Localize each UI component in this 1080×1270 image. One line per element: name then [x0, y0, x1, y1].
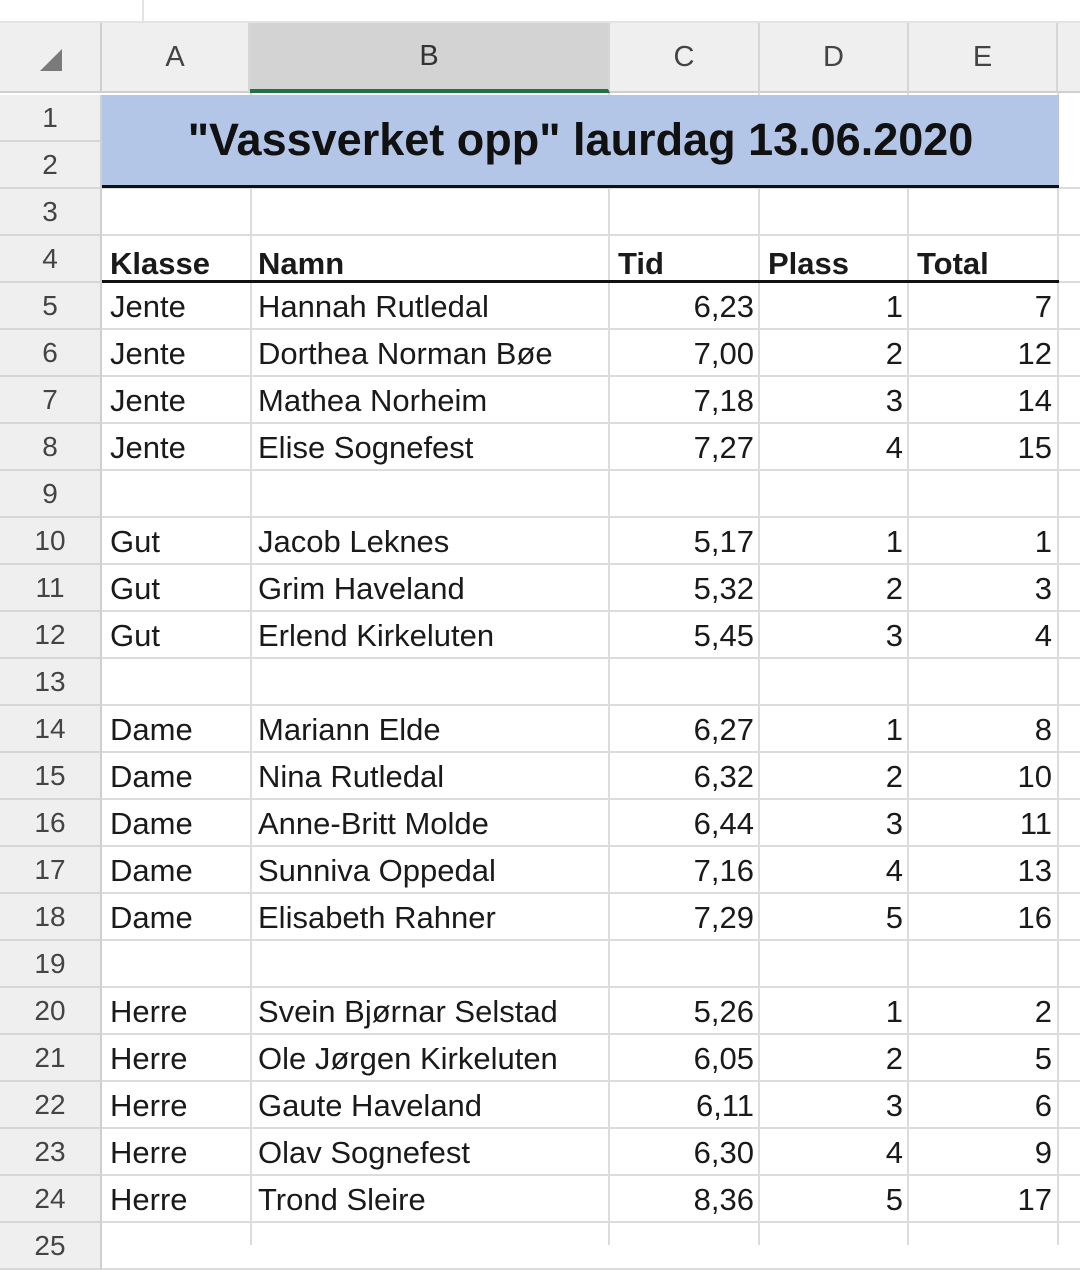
cell-tid[interactable]: 8,36	[693, 1181, 754, 1217]
cell-plass[interactable]: 2	[885, 570, 903, 606]
cell-klasse[interactable]: Dame	[110, 758, 193, 794]
header-plass[interactable]: Plass	[768, 245, 850, 281]
select-all-button[interactable]	[0, 23, 102, 93]
select-all-triangle-icon	[40, 49, 62, 71]
cell-total[interactable]: 15	[1017, 429, 1052, 465]
cell-plass[interactable]: 2	[885, 1040, 903, 1076]
cell-klasse[interactable]: Herre	[110, 1040, 188, 1076]
cell-namn[interactable]: Mariann Elde	[258, 711, 441, 747]
cell-namn[interactable]: Ole Jørgen Kirkeluten	[258, 1040, 558, 1076]
row-header[interactable]: 22	[0, 1082, 102, 1129]
row-header[interactable]: 5	[0, 283, 102, 330]
cell-plass[interactable]: 5	[885, 1181, 903, 1217]
cell-total[interactable]: 13	[1017, 852, 1052, 888]
cell-plass[interactable]: 3	[885, 805, 903, 841]
cell-klasse[interactable]: Dame	[110, 711, 193, 747]
cell-namn[interactable]: Erlend Kirkeluten	[258, 617, 495, 653]
cell-tid[interactable]: 6,27	[693, 711, 754, 747]
cell-namn[interactable]: Svein Bjørnar Selstad	[258, 993, 558, 1029]
row-header[interactable]: 21	[0, 1035, 102, 1082]
cell-klasse[interactable]: Herre	[110, 1087, 188, 1123]
grid-row-line	[102, 234, 1080, 236]
cell-klasse[interactable]: Jente	[110, 335, 186, 371]
cell-tid[interactable]: 6,23	[693, 288, 754, 324]
cell-tid[interactable]: 7,18	[693, 382, 754, 418]
cell-total[interactable]: 14	[1017, 382, 1052, 418]
cell-tid[interactable]: 6,32	[693, 758, 754, 794]
cell-plass[interactable]: 2	[885, 335, 903, 371]
cell-plass[interactable]: 3	[885, 617, 903, 653]
cell-total[interactable]: 12	[1017, 335, 1052, 371]
column-header-f[interactable]	[1058, 23, 1080, 93]
cell-tid[interactable]: 5,17	[693, 523, 754, 559]
cell-namn[interactable]: Elisabeth Rahner	[258, 899, 496, 935]
cell-namn[interactable]: Dorthea Norman Bøe	[258, 335, 553, 371]
row-header[interactable]: 9	[0, 471, 102, 518]
cell-plass[interactable]: 1	[885, 523, 903, 559]
cell-tid[interactable]: 6,30	[693, 1134, 754, 1170]
row-header[interactable]: 13	[0, 659, 102, 706]
cell-total[interactable]: 2	[1034, 993, 1052, 1029]
cell-klasse[interactable]: Gut	[110, 617, 160, 653]
cell-total[interactable]: 5	[1034, 1040, 1052, 1076]
cell-plass[interactable]: 4	[885, 1134, 903, 1170]
row-header[interactable]: 11	[0, 565, 102, 612]
cell-klasse[interactable]: Herre	[110, 1134, 188, 1170]
cell-namn[interactable]: Mathea Norheim	[258, 382, 488, 418]
column-header-b[interactable]: B	[250, 23, 610, 93]
cell-tid[interactable]: 7,16	[693, 852, 754, 888]
cell-tid[interactable]: 6,44	[693, 805, 754, 841]
cell-klasse[interactable]: Dame	[110, 852, 193, 888]
row-header[interactable]: 20	[0, 988, 102, 1035]
cell-klasse[interactable]: Herre	[110, 1181, 188, 1217]
cell-tid[interactable]: 7,27	[693, 429, 754, 465]
cell-klasse[interactable]: Gut	[110, 523, 160, 559]
cell-namn[interactable]: Elise Sognefest	[258, 429, 474, 465]
cell-tid[interactable]: 6,05	[693, 1040, 754, 1076]
column-header-d[interactable]: D	[760, 23, 909, 93]
row-header[interactable]: 18	[0, 894, 102, 941]
cell-namn[interactable]: Gaute Haveland	[258, 1087, 483, 1123]
row-header[interactable]: 15	[0, 753, 102, 800]
cell-plass[interactable]: 1	[885, 711, 903, 747]
cell-klasse[interactable]: Dame	[110, 899, 193, 935]
cell-klasse[interactable]: Jente	[110, 288, 186, 324]
cell-total[interactable]: 1	[1034, 523, 1052, 559]
cell-klasse[interactable]: Gut	[110, 570, 160, 606]
cell-total[interactable]: 9	[1034, 1134, 1052, 1170]
row-header[interactable]: 24	[0, 1176, 102, 1223]
row-header[interactable]: 12	[0, 612, 102, 659]
column-header-c[interactable]: C	[610, 23, 760, 93]
row-header[interactable]: 1	[0, 95, 102, 142]
cell-total[interactable]: 11	[1019, 805, 1052, 841]
cell-total[interactable]: 4	[1034, 617, 1052, 653]
column-header-a[interactable]: A	[102, 23, 250, 93]
row-header[interactable]: 8	[0, 424, 102, 471]
cell-klasse[interactable]: Herre	[110, 993, 188, 1029]
cell-namn[interactable]: Nina Rutledal	[258, 758, 445, 794]
cell-plass[interactable]: 3	[885, 1087, 903, 1123]
cell-total[interactable]: 16	[1017, 899, 1052, 935]
formula-bar-strip	[0, 0, 1080, 23]
cell-klasse[interactable]: Dame	[110, 805, 193, 841]
cell-namn[interactable]: Anne-Britt Molde	[258, 805, 489, 841]
cell-tid[interactable]: 5,26	[693, 993, 754, 1029]
cell-tid[interactable]: 5,32	[693, 570, 754, 606]
row-header[interactable]: 10	[0, 518, 102, 565]
cell-tid[interactable]: 7,29	[693, 899, 754, 935]
cell-total[interactable]: 10	[1017, 758, 1052, 794]
row-header[interactable]: 4	[0, 236, 102, 283]
row-header[interactable]: 25	[0, 1223, 102, 1270]
row-header[interactable]: 16	[0, 800, 102, 847]
cell-plass[interactable]: 2	[885, 758, 903, 794]
column-header-e[interactable]: E	[909, 23, 1058, 93]
cell-klasse[interactable]: Jente	[110, 429, 186, 465]
cell-namn[interactable]: Olav Sognefest	[258, 1134, 470, 1170]
cell-plass[interactable]: 4	[885, 429, 903, 465]
cell-plass[interactable]: 4	[885, 852, 903, 888]
cell-total[interactable]: 8	[1034, 711, 1052, 747]
name-box-divider	[142, 0, 144, 23]
row-header[interactable]: 3	[0, 189, 102, 236]
cell-namn[interactable]: Jacob Leknes	[258, 523, 450, 559]
row-header[interactable]: 6	[0, 330, 102, 377]
cell-tid[interactable]: 7,00	[693, 335, 754, 371]
row-header[interactable]: 19	[0, 941, 102, 988]
cell-plass[interactable]: 1	[885, 993, 903, 1029]
cell-tid[interactable]: 5,45	[693, 617, 754, 653]
cell-total[interactable]: 6	[1034, 1087, 1052, 1123]
row-header[interactable]: 23	[0, 1129, 102, 1176]
cell-plass[interactable]: 1	[885, 288, 903, 324]
row-header[interactable]: 14	[0, 706, 102, 753]
cell-plass[interactable]: 3	[885, 382, 903, 418]
cell-plass[interactable]: 5	[885, 899, 903, 935]
sheet-title[interactable]: "Vassverket opp" laurdag 13.06.2020	[102, 95, 1059, 188]
cell-namn[interactable]: Sunniva Oppedal	[258, 852, 496, 888]
cell-total[interactable]: 17	[1017, 1181, 1052, 1217]
cell-namn[interactable]: Grim Haveland	[258, 570, 465, 606]
header-total[interactable]: Total	[917, 245, 989, 281]
row-header[interactable]: 17	[0, 847, 102, 894]
header-namn[interactable]: Namn	[258, 245, 345, 281]
row-header[interactable]: 7	[0, 377, 102, 424]
row-header[interactable]: 2	[0, 142, 102, 189]
header-tid[interactable]: Tid	[618, 245, 664, 281]
cell-namn[interactable]: Trond Sleire	[258, 1181, 426, 1217]
cell-namn[interactable]: Hannah Rutledal	[258, 288, 489, 324]
cell-total[interactable]: 7	[1034, 288, 1052, 324]
cell-total[interactable]: 3	[1034, 570, 1052, 606]
cell-klasse[interactable]: Jente	[110, 382, 186, 418]
cell-tid[interactable]: 6,11	[695, 1087, 754, 1123]
header-klasse[interactable]: Klasse	[110, 245, 210, 281]
